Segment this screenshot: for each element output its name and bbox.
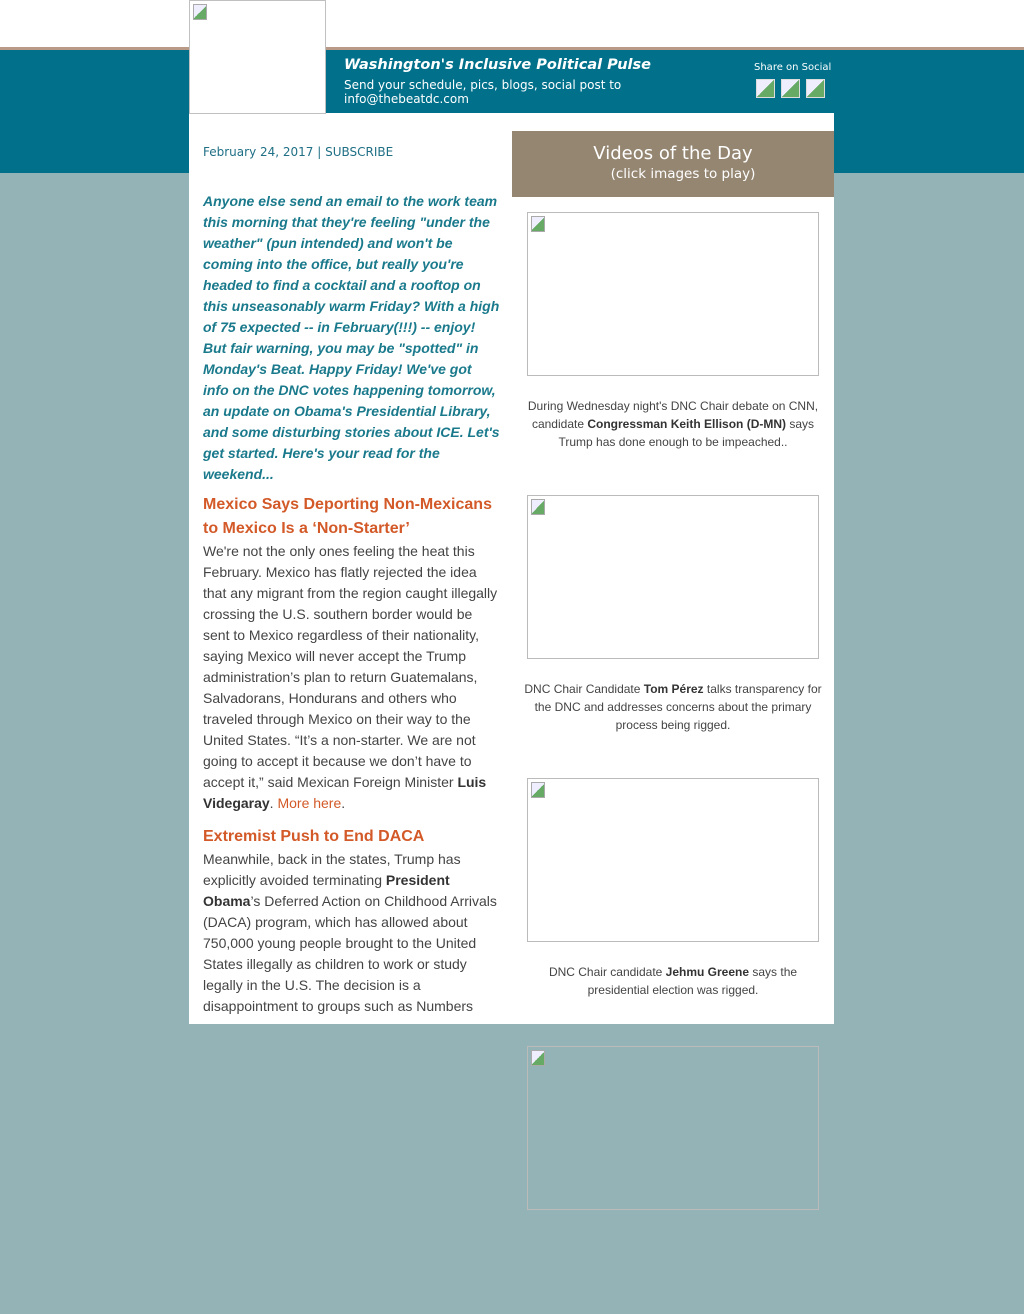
share-label: Share on Social [754,62,832,73]
video-caption [512,680,834,731]
videos-subtitle: (click images to play) [610,166,756,182]
video-thumbnail[interactable] [527,495,819,659]
text: We're not the only ones feeling the heat this February. Mexico has flatly rejected the idea that any migrant from the region caught illegally crossing the U.S. southern border would be sent to Mexico regardless of their nationality, saying Mexico will never accept the Trump administration’s plan to return Guatemalans, Salvadorans, Hondurans and others who traveled through Mexico on their way to the United States. “It’s a non-starter. We are not going to accept it because we don’t have to accept it,” said Mexican Foreign Minister [203,543,498,790]
date: February 24, 2017 [203,145,314,159]
article-headline[interactable]: Mexico Says Deporting Non-Mexicans to Mexico Is a ‘Non-Starter’ [203,496,492,537]
logo-image[interactable] [189,0,326,114]
text: says Trump has done enough to be impeached.. [558,417,815,449]
tagline: Washington's Inclusive Political Pulse [344,57,651,73]
broken-image-icon [531,216,545,232]
bold-name: Luis Videgaray [203,774,487,811]
article-headline[interactable]: Extremist Push to End DACA [203,828,425,845]
videos-header [512,131,834,197]
intro-text: Anyone else send an email to the work team this morning that they're feeling "under the weather" (pun intended) and won't be coming into the office, but really you're headed to find a cocktail and a rooftop on this unseasonably warm Friday? With a high of 75 expected -- in February(!!!) -- enjoy! But fair warning, you may be "spotted" in Monday's Beat. Happy Friday! We've got info on the DNC votes happening tomorrow, an update on Obama's Presidential Library, and some disturbing stories about ICE. Let's get started. Here's your read for the weekend... [203,193,500,482]
video-caption [512,397,834,448]
broken-image-icon [193,4,207,20]
broken-image-icon [531,1050,545,1066]
social-icons [756,79,825,98]
text: ’s Deferred Action on Childhood Arrivals (DACA) program, which has allowed about 750,000 young people brought to the United States illegally as children to work or study legally in the U.S. The decision is a disappointment to groups such as Numbers [203,893,497,1014]
text: . [341,795,346,811]
bold-name: President Obama [203,872,450,909]
bold-name: Congressman Keith Ellison (D-MN) [587,417,787,431]
video-item [512,778,834,1046]
video-thumbnail[interactable] [527,212,819,376]
article-body [203,849,500,1017]
text: talks transparency for the DNC and addresses concerns about the primary process being rigged. [534,682,822,732]
text: During Wednesday night's DNC Chair debate on CNN, candidate [527,399,819,431]
submission-note: Send your schedule, pics, blogs, social post to info@thebeatdc.com [344,78,622,106]
video-item [512,495,834,763]
separator: | [313,145,326,159]
bold-name: Tom Pérez [643,682,704,696]
text: DNC Chair Candidate [524,682,644,696]
text: Meanwhile, back in the states, Trump has explicitly avoided terminating [203,851,461,888]
video-thumbnail[interactable] [527,778,819,942]
article-body [203,541,500,814]
main-column [203,145,500,1017]
broken-image-icon [531,782,545,798]
dateline [203,145,500,159]
social-icon-3[interactable] [806,79,825,98]
social-icon-1[interactable] [756,79,775,98]
videos-title: Videos of the Day [593,143,753,164]
social-icon-2[interactable] [781,79,800,98]
video-item [512,1046,834,1314]
bold-name: Jehmu Greene [665,965,750,979]
subscribe-link[interactable]: SUBSCRIBE [325,145,394,159]
broken-image-icon [531,499,545,515]
video-item [512,212,834,480]
video-caption [512,963,834,1014]
text: . [269,795,278,811]
text: says the presidential election was rigged. [587,965,798,997]
video-thumbnail[interactable] [527,1046,819,1210]
text: DNC Chair candidate [548,965,666,979]
top-bar [0,0,1024,47]
more-here-link[interactable]: More here [277,795,342,811]
videos-panel [512,131,834,1314]
